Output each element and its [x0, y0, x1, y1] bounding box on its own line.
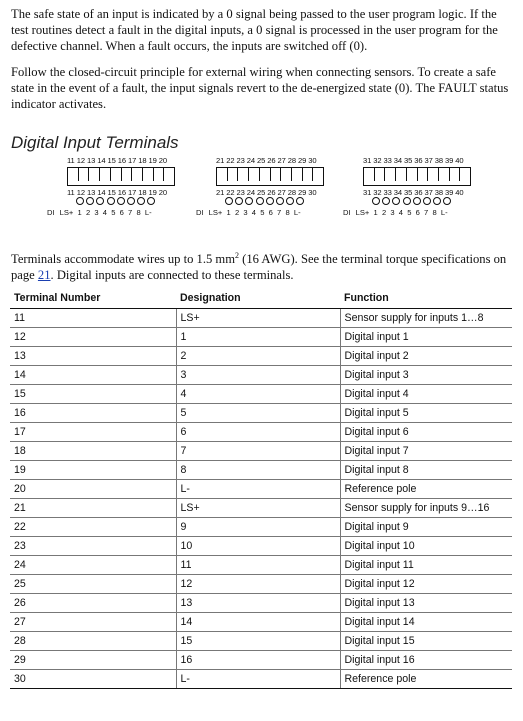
- terminal-slot: [100, 168, 111, 181]
- led-label: 3: [390, 208, 395, 217]
- table-row: [10, 536, 512, 555]
- led-indicator-icon: [96, 197, 104, 205]
- terminal-slot: [79, 168, 90, 181]
- led-label: 4: [102, 208, 108, 217]
- terminal-numbers: 21 22 23 24 25 26 27 28 29 30: [216, 188, 317, 197]
- table-cell: LS+: [176, 498, 340, 517]
- table-cell: 19: [10, 460, 176, 479]
- table-row: [10, 593, 512, 612]
- table-cell: Reference pole: [340, 669, 512, 688]
- table-row: [10, 308, 512, 327]
- led-indicator-icon: [147, 197, 155, 205]
- table-row: [10, 555, 512, 574]
- section-heading: Digital Input Terminals: [11, 133, 179, 152]
- table-cell: Digital input 6: [340, 422, 512, 441]
- table-row: [10, 403, 512, 422]
- terminal-numbers: 31 32 33 34 35 36 37 38 39 40: [363, 188, 464, 197]
- terminal-slot: [418, 168, 429, 181]
- table-cell: 14: [10, 365, 176, 384]
- page-link[interactable]: 21: [37, 268, 51, 283]
- led-indicator-icon: [403, 197, 411, 205]
- note-superscript: 2: [235, 251, 239, 260]
- led-indicator-icon: [107, 197, 115, 205]
- column-header: Designation: [176, 289, 340, 308]
- note-text: Terminals accommodate wires up to 1.5 mm: [11, 252, 235, 267]
- table-cell: 20: [10, 479, 176, 498]
- led-indicator-icon: [413, 197, 421, 205]
- table-cell: Digital input 16: [340, 650, 512, 669]
- table-cell: Digital input 5: [340, 403, 512, 422]
- led-label: DI: [343, 208, 351, 217]
- table-cell: 18: [10, 441, 176, 460]
- column-header: Function: [340, 289, 512, 308]
- led-label: 5: [111, 208, 116, 217]
- closed-circuit-paragraph: Follow the closed-circuit principle for external wiring when connecting sensors. To create a safe state in the event of a fault, the input signals revert to the de-energized state (0). The FAULT status indicator activates.: [11, 65, 509, 111]
- table-cell: LS+: [176, 308, 340, 327]
- led-label: 6: [268, 208, 273, 217]
- led-label: 1: [226, 208, 231, 217]
- table-cell: Digital input 10: [340, 536, 512, 555]
- led-label: 2: [85, 208, 91, 217]
- led-label: LS+: [355, 208, 370, 217]
- table-cell: Digital input 4: [340, 384, 512, 403]
- terminal-numbers: 21 22 23 24 25 26 27 28 29 30: [216, 156, 317, 165]
- table-row: [10, 460, 512, 479]
- table-row: [10, 346, 512, 365]
- led-labels: [196, 208, 305, 217]
- led-label: DI: [196, 208, 204, 217]
- led-label: 1: [77, 208, 82, 217]
- table-cell: 12: [176, 574, 340, 593]
- table-cell: 10: [176, 536, 340, 555]
- led-label: 5: [407, 208, 412, 217]
- led-indicator-icon: [235, 197, 243, 205]
- terminal-slot: [238, 168, 249, 181]
- table-cell: Digital input 1: [340, 327, 512, 346]
- terminal-slot: [450, 168, 461, 181]
- led-label: 2: [381, 208, 387, 217]
- table-row: [10, 650, 512, 669]
- led-labels: [343, 208, 452, 217]
- led-indicator-icon: [286, 197, 294, 205]
- table-cell: Digital input 11: [340, 555, 512, 574]
- table-cell: Sensor supply for inputs 1…8: [340, 308, 512, 327]
- terminal-slot: [375, 168, 386, 181]
- terminal-block: [47, 156, 197, 224]
- table-row: [10, 365, 512, 384]
- terminal-slot: [439, 168, 450, 181]
- led-indicator-icon: [245, 197, 253, 205]
- table-cell: 24: [10, 555, 176, 574]
- terminal-slot: [396, 168, 407, 181]
- table-cell: 2: [176, 346, 340, 365]
- terminal-slot: [249, 168, 260, 181]
- led-row: [225, 197, 304, 205]
- led-label: LS+: [208, 208, 223, 217]
- terminal-slot: [303, 168, 314, 181]
- terminal-slot: [164, 168, 174, 181]
- table-cell: 16: [176, 650, 340, 669]
- table-cell: L-: [176, 669, 340, 688]
- terminal-slot: [364, 168, 375, 181]
- table-cell: 28: [10, 631, 176, 650]
- led-indicator-icon: [433, 197, 441, 205]
- table-cell: 11: [176, 555, 340, 574]
- led-indicator-icon: [117, 197, 125, 205]
- table-cell: 26: [10, 593, 176, 612]
- led-indicator-icon: [86, 197, 94, 205]
- table-cell: 11: [10, 308, 176, 327]
- led-indicator-icon: [256, 197, 264, 205]
- led-label: 7: [424, 208, 429, 217]
- led-label: L-: [440, 208, 448, 217]
- table-cell: Digital input 8: [340, 460, 512, 479]
- table-cell: 13: [176, 593, 340, 612]
- led-indicator-icon: [266, 197, 274, 205]
- table-row: [10, 327, 512, 346]
- table-cell: 17: [10, 422, 176, 441]
- table-cell: Digital input 7: [340, 441, 512, 460]
- led-label: 3: [243, 208, 248, 217]
- terminal-diagram: [0, 156, 523, 226]
- led-row: [76, 197, 155, 205]
- led-label: 5: [260, 208, 265, 217]
- led-label: 7: [277, 208, 282, 217]
- table-cell: L-: [176, 479, 340, 498]
- led-label: 6: [119, 208, 124, 217]
- table-cell: 27: [10, 612, 176, 631]
- table-header-row: [10, 289, 512, 308]
- led-label: DI: [47, 208, 55, 217]
- terminal-slot: [407, 168, 418, 181]
- table-body: [10, 308, 512, 688]
- led-label: 4: [251, 208, 257, 217]
- led-label: 8: [136, 208, 141, 217]
- table-row: [10, 498, 512, 517]
- terminal-slot: [111, 168, 122, 181]
- led-indicator-icon: [382, 197, 390, 205]
- note-text: (16 AWG). See the terminal torque specifications on page: [11, 252, 507, 283]
- table-cell: Digital input 9: [340, 517, 512, 536]
- terminal-slot: [292, 168, 303, 181]
- terminal-slot: [154, 168, 165, 181]
- terminal-slot: [460, 168, 470, 181]
- led-label: L-: [293, 208, 301, 217]
- terminal-slot: [89, 168, 100, 181]
- led-label: L-: [144, 208, 152, 217]
- terminal-slot: [122, 168, 133, 181]
- table-row: [10, 479, 512, 498]
- led-indicator-icon: [137, 197, 145, 205]
- table-cell: Digital input 14: [340, 612, 512, 631]
- led-label: 4: [398, 208, 404, 217]
- table-cell: 21: [10, 498, 176, 517]
- led-label: 3: [94, 208, 99, 217]
- led-label: 8: [285, 208, 290, 217]
- table-row: [10, 631, 512, 650]
- table-cell: 29: [10, 650, 176, 669]
- table-cell: 1: [176, 327, 340, 346]
- terminal-slot: [260, 168, 271, 181]
- terminal-numbers: 31 32 33 34 35 36 37 38 39 40: [363, 156, 464, 165]
- terminal-block: [343, 156, 493, 224]
- terminal-slot: [313, 168, 323, 181]
- led-label: 1: [373, 208, 378, 217]
- table-cell: Digital input 12: [340, 574, 512, 593]
- table-row: [10, 441, 512, 460]
- led-indicator-icon: [296, 197, 304, 205]
- led-indicator-icon: [127, 197, 135, 205]
- table-cell: 12: [10, 327, 176, 346]
- led-indicator-icon: [225, 197, 233, 205]
- table-cell: Digital input 15: [340, 631, 512, 650]
- terminal-slot: [385, 168, 396, 181]
- led-indicator-icon: [392, 197, 400, 205]
- terminal-connector: [363, 167, 471, 186]
- table-cell: 7: [176, 441, 340, 460]
- terminal-slot: [68, 168, 79, 181]
- table-cell: 23: [10, 536, 176, 555]
- table-cell: 8: [176, 460, 340, 479]
- terminal-slot: [217, 168, 228, 181]
- terminal-slot: [428, 168, 439, 181]
- terminal-slot: [132, 168, 143, 181]
- terminal-slot: [143, 168, 154, 181]
- table-row: [10, 612, 512, 631]
- table-cell: 22: [10, 517, 176, 536]
- terminal-slot: [281, 168, 292, 181]
- table-cell: Digital input 13: [340, 593, 512, 612]
- table-row: [10, 517, 512, 536]
- terminal-numbers: 11 12 13 14 15 16 17 18 19 20: [67, 156, 167, 165]
- table-cell: 4: [176, 384, 340, 403]
- wire-note: [11, 248, 516, 283]
- table-row: [10, 422, 512, 441]
- led-row: [372, 197, 451, 205]
- led-indicator-icon: [443, 197, 451, 205]
- table-cell: Reference pole: [340, 479, 512, 498]
- led-label: 2: [234, 208, 240, 217]
- table-cell: 6: [176, 422, 340, 441]
- led-indicator-icon: [76, 197, 84, 205]
- note-text: . Digital inputs are connected to these terminals.: [50, 268, 294, 283]
- led-label: 6: [415, 208, 420, 217]
- led-label: LS+: [59, 208, 74, 217]
- table-cell: 13: [10, 346, 176, 365]
- table-cell: 5: [176, 403, 340, 422]
- table-cell: 9: [176, 517, 340, 536]
- table-cell: 15: [176, 631, 340, 650]
- table-cell: Sensor supply for inputs 9…16: [340, 498, 512, 517]
- terminal-slot: [271, 168, 282, 181]
- table-cell: 15: [10, 384, 176, 403]
- led-indicator-icon: [276, 197, 284, 205]
- led-label: 8: [432, 208, 437, 217]
- table-cell: Digital input 2: [340, 346, 512, 365]
- table-row: [10, 384, 512, 403]
- table-cell: Digital input 3: [340, 365, 512, 384]
- led-labels: [47, 208, 156, 217]
- table-cell: 14: [176, 612, 340, 631]
- terminal-numbers: 11 12 13 14 15 16 17 18 19 20: [67, 188, 167, 197]
- fault-state-paragraph: The safe state of an input is indicated by a 0 signal being passed to the user program logic. If the test routines detect a fault in the digital inputs, a 0 signal is processed in the user program for the defective channel. When a fault occurs, the inputs are switched off (0).: [11, 7, 498, 53]
- table-row: [10, 574, 512, 593]
- led-indicator-icon: [372, 197, 380, 205]
- table-cell: 16: [10, 403, 176, 422]
- terminal-block: [196, 156, 346, 224]
- terminal-table: [10, 289, 512, 689]
- table-cell: 3: [176, 365, 340, 384]
- terminal-slot: [228, 168, 239, 181]
- table-row: [10, 669, 512, 688]
- terminal-connector: [216, 167, 324, 186]
- table-cell: 30: [10, 669, 176, 688]
- column-header: Terminal Number: [10, 289, 176, 308]
- led-indicator-icon: [423, 197, 431, 205]
- terminal-connector: [67, 167, 175, 186]
- table-cell: 25: [10, 574, 176, 593]
- led-label: 7: [128, 208, 133, 217]
